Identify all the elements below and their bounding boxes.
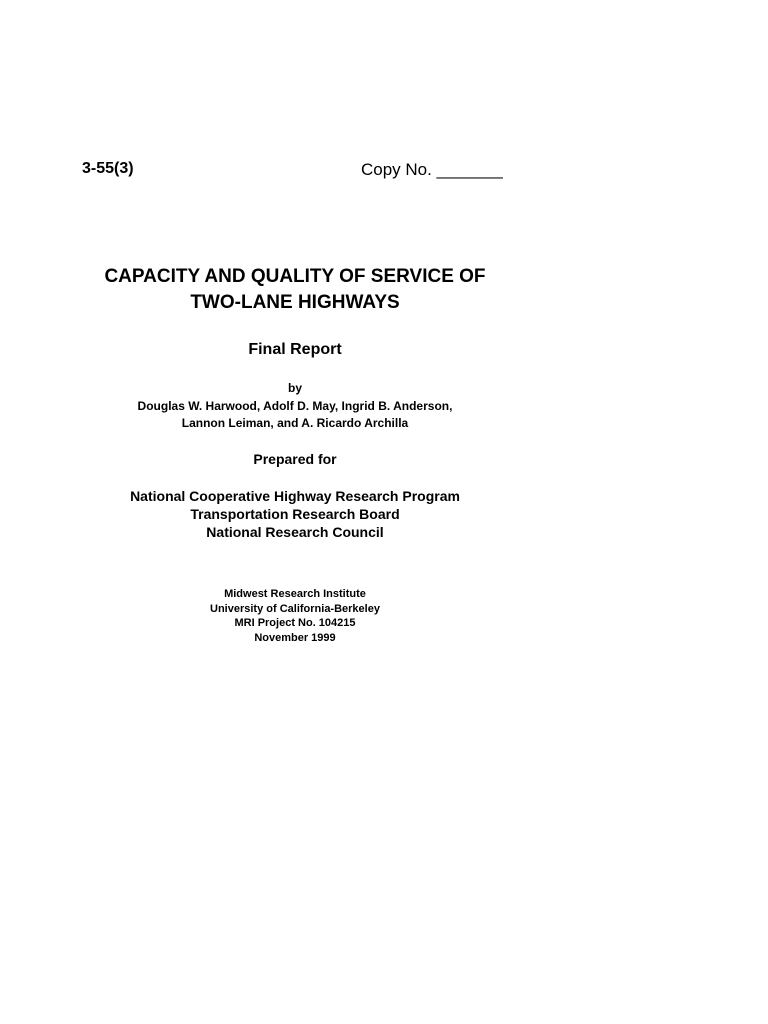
institution-info xyxy=(90,587,500,645)
authors-line-2: Lannon Leiman, and A. Ricardo Archilla xyxy=(181,416,409,430)
sponsor-organizations xyxy=(90,487,500,541)
report-date: November 1999 xyxy=(254,631,336,644)
copy-number-label: Copy No. _______ xyxy=(361,160,503,179)
institution-2: University of California-Berkeley xyxy=(210,602,380,615)
institution-1: Midwest Research Institute xyxy=(224,588,366,600)
report-subtitle: Final Report xyxy=(248,341,342,358)
sponsor-org-1: National Cooperative Highway Research Program xyxy=(130,488,460,504)
report-number: 3-55(3) xyxy=(82,160,134,177)
prepared-for-label: Prepared for xyxy=(253,451,337,467)
project-number: MRI Project No. 104215 xyxy=(234,617,356,630)
report-title-line-2: TWO-LANE HIGHWAYS xyxy=(190,292,400,313)
authors-line-1: Douglas W. Harwood, Adolf D. May, Ingrid B. Anderson, xyxy=(137,399,453,413)
by-label: by xyxy=(287,381,302,395)
report-title xyxy=(90,264,500,316)
authors xyxy=(90,398,500,432)
sponsor-org-3: National Research Council xyxy=(206,524,384,540)
report-title-line-1: CAPACITY AND QUALITY OF SERVICE OF xyxy=(104,266,486,287)
sponsor-org-2: Transportation Research Board xyxy=(190,506,400,522)
